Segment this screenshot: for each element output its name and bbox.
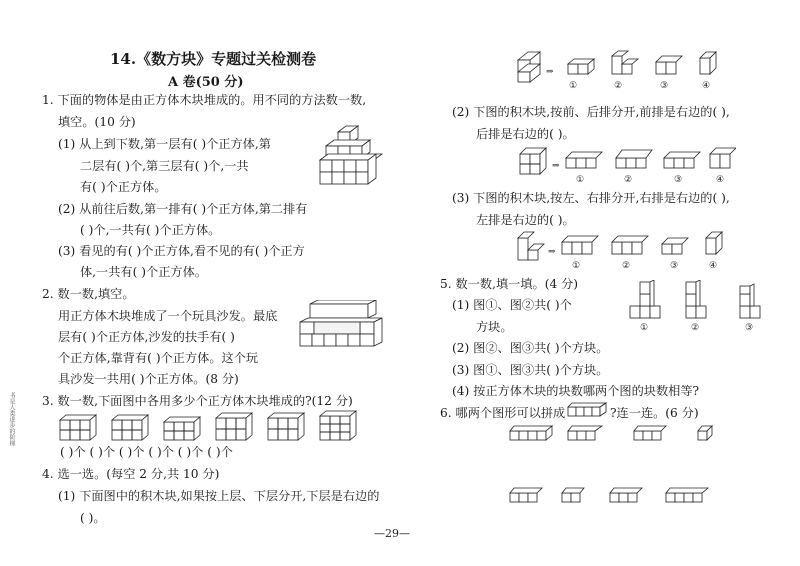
q4-part2-line2: 后排是右边的( )。	[476, 127, 575, 141]
q4-part2-label-4: ④	[716, 175, 725, 185]
q6-stem-part-a: 6. 哪两个图形可以拼成	[440, 406, 566, 420]
q6-bottom-row-shapes	[506, 486, 716, 506]
page-title: 14.《数方块》专题过关检测卷	[110, 50, 317, 68]
q4-part1-option-3	[656, 56, 682, 74]
q3-figure-2	[112, 415, 148, 440]
q3-figure-5	[268, 413, 304, 440]
q4-part1-label-1: ①	[569, 81, 578, 91]
q2-stem: 2. 数一数,填空。	[42, 287, 135, 301]
q4-part3-option-2	[612, 236, 648, 254]
q2-line1: 用正方体木块堆成了一个玩具沙发。最底	[58, 309, 278, 323]
q4-part2-option-3	[664, 152, 700, 168]
q4-part2-label-2: ②	[624, 175, 633, 185]
q4-part2-label-3: ③	[674, 175, 683, 185]
q4-part1-line1: (1) 下面图中的积木块,如果按上层、下层分开,下层是右边的	[58, 489, 380, 503]
q1-part2-line2: ( )个,一共有( )个正方体。	[80, 223, 221, 237]
q4-part3-label-3: ③	[670, 261, 679, 271]
q1-part3-line1: (3) 看见的有( )个正方体,看不见的有( )个正方	[58, 244, 305, 258]
q5-figures	[628, 280, 768, 332]
q1-part1-line1: (1) 从上到下数,第一层有( )个正方体,第	[58, 137, 271, 151]
q4-part1-line2: ( )。	[80, 511, 106, 525]
q6-target-shape	[566, 402, 608, 418]
q6-bottom-shape-2	[562, 488, 584, 502]
q4-part1-option-4	[700, 52, 716, 74]
q3-figure-1	[60, 415, 96, 440]
q5-part4: (4) 按正方体木块的块数哪两个图的块数相等?	[452, 384, 700, 398]
q5-part3: (3) 图①、图③共( )个方块。	[452, 363, 609, 377]
q3-figure-6	[320, 411, 356, 440]
q3-stem: 3. 数一数,下面图中各用多少个正方体木块堆成的?(12 分)	[42, 394, 353, 408]
q5-figure-1	[630, 280, 660, 318]
q4-part1-label-4: ④	[702, 81, 711, 91]
q4-part2-option-1	[566, 152, 602, 168]
svg-text:⇒: ⇒	[552, 161, 560, 171]
q4-part2-option-4	[710, 148, 736, 168]
q4-part1-label-3: ③	[660, 81, 669, 91]
q1-stem-line2: 填空。(10 分)	[58, 115, 136, 129]
q4-part2-option-2	[616, 150, 652, 168]
q6-bottom-shape-3	[610, 488, 642, 502]
q4-part3-source-figure	[518, 232, 544, 260]
q6-bottom-shape-4	[666, 488, 708, 502]
q4-part3-label-4: ④	[709, 261, 718, 271]
q2-sofa-figure	[296, 300, 386, 360]
q6-top-row-shapes	[506, 424, 716, 444]
q4-part3-figures	[516, 230, 736, 272]
q4-part3-line2: 左排是右边的( )。	[476, 213, 575, 227]
q3-answer-row: ( )个 ( )个 ( )个 ( )个 ( )个 ( )个	[60, 445, 233, 459]
q4-part1-option-2	[612, 51, 638, 74]
q4-part2-line1: (2) 下图的积木块,按前、后排分开,前排是右边的( ),	[452, 105, 730, 119]
q6-top-shape-4	[698, 426, 712, 440]
q4-part3-option-3	[662, 238, 688, 254]
q6-top-shape-1	[510, 426, 552, 440]
q1-stem-line1: 1. 下面的物体是由正方体木块堆成的。用不同的方法数一数,	[42, 93, 367, 107]
q4-part3-option-1	[562, 236, 598, 254]
q4-part2-label-1: ①	[576, 175, 585, 185]
q4-part1-figures	[516, 46, 736, 92]
q2-line2: 层有( )个正方体,沙发的扶手有( )	[58, 330, 235, 344]
q6-bottom-shape-1	[510, 488, 542, 502]
q3-figure-3	[164, 417, 200, 440]
q1-part1-line2: 二层有( )个,第三层有( )个,一共	[80, 159, 249, 173]
q4-part3-line1: (3) 下图的积木块,按左、右排分开,右排是右边的( ),	[452, 191, 730, 205]
q6-stem-part-b: ?连一连。(6 分)	[610, 406, 699, 420]
q2-line4: 具沙发一共用( )个正方体。(8 分)	[58, 372, 239, 386]
q5-part1-line2: 方块。	[476, 320, 513, 334]
q4-part3-label-1: ①	[572, 261, 581, 271]
q3-figure-4	[216, 413, 252, 440]
section-subtitle: A 卷(50 分)	[168, 75, 244, 90]
q4-stem: 4. 选一选。(每空 2 分,共 10 分)	[42, 467, 220, 481]
q5-part1-line1: (1) 图①、图②共( )个	[452, 298, 572, 312]
q4-part2-source-figure	[520, 148, 546, 174]
q4-part2-figures	[516, 144, 736, 186]
q5-stem: 5. 数一数,填一填。(4 分)	[440, 277, 579, 291]
side-margin-text: 书是人类进步的阶梯	[8, 392, 15, 446]
q4-part3-option-4	[706, 232, 722, 254]
q1-part1-line3: 有( )个正方体。	[80, 180, 167, 194]
q5-figure-2	[686, 280, 706, 318]
q5-part2: (2) 图②、图③共( )个方块。	[452, 341, 609, 355]
q1-part2-line1: (2) 从前往后数,第一排有( )个正方体,第二排有	[58, 202, 308, 216]
q6-top-shape-3	[634, 426, 666, 440]
q2-line3: 个正方体,靠背有( )个正方体。这个玩	[58, 351, 259, 365]
q4-part1-label-2: ②	[614, 81, 623, 91]
q1-part3-line2: 体,一共有( )个正方体。	[80, 265, 207, 279]
page-number: —29—	[374, 527, 410, 540]
q1-cube-stack-figure	[316, 124, 388, 190]
q4-part1-option-1	[568, 59, 594, 74]
q4-part1-source-figure	[518, 52, 540, 82]
svg-text:⇒: ⇒	[548, 247, 556, 257]
q4-part3-label-2: ②	[622, 261, 631, 271]
q5-label-1: ①	[640, 323, 649, 332]
svg-text:⇒: ⇒	[546, 67, 554, 77]
q3-cube-figures-row	[58, 410, 358, 444]
q6-top-shape-2	[568, 426, 602, 440]
q5-figure-3	[740, 284, 760, 318]
q5-label-2: ②	[691, 323, 700, 332]
q5-label-3: ③	[745, 323, 754, 332]
